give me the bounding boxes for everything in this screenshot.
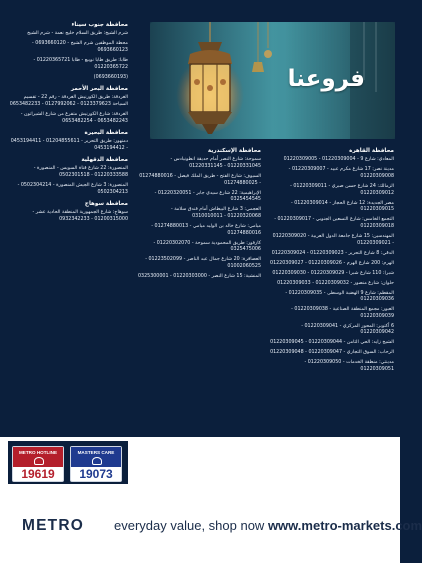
- branch-entry: [8, 210, 128, 223]
- branch-entry-text: محطة الموظفين شرم الشيخ - 0693660120 - 0693660123: [32, 41, 128, 54]
- branch-entry-text: طابا: طريق طابا نويبع - طابا 01220365721 - 01220365722: [33, 58, 128, 70]
- brand-row: [0, 516, 422, 536]
- region-heading: محافظة جنوب سيناء: [71, 22, 128, 28]
- branch-entry: [270, 350, 394, 357]
- branch-entry: [137, 224, 261, 237]
- branch-entry: [270, 271, 394, 278]
- branch-entry: [8, 41, 128, 54]
- branch-entry-text: 6 أكتوبر: المحور المركزي - 01220309041 - 01220309042: [301, 323, 394, 336]
- branch-entry: [8, 75, 128, 82]
- branch-entry: [270, 360, 394, 373]
- branch-entry-text: الإبراهيمية: 22 شارع سيدي جابر - 01220320051 - 0325454545: [154, 190, 261, 203]
- branch-entry-text: مدينتي: منطقة الخدمات - 01220309050 - 01220309051: [304, 360, 394, 372]
- branch-entry: [8, 139, 128, 152]
- branch-entry-text: الهرم: 200 شارع الهرم - 01220309026 - 01220309027: [270, 260, 394, 266]
- region-heading: محافظة سوهاج: [84, 200, 128, 207]
- branch-entry-text: سوهاج: شارع الجمهورية المنطقة الحادية عشر - 01200315000 - 0932342233: [32, 210, 128, 222]
- right-branch-column: [270, 148, 394, 377]
- branch-entry: [270, 291, 394, 304]
- branch-entry-text: مدينة نصر: 17 شارع مكرم عبيد - 01220309007 - 01220309008: [288, 167, 394, 180]
- branch-entry: [8, 112, 128, 125]
- branch-entry-text: المنشية: 15 شارع النصر - 01220303000 - 0325300001: [137, 273, 261, 279]
- branch-entry-text: العجمي: 3 شارع البيطاش أمام فندق سلامة - 01220320068 - 0310010011: [170, 207, 261, 219]
- branch-entry-text: التجمع الخامس: شارع التسعين الجنوبي - 01220309017 - 01220309018: [274, 217, 394, 229]
- branch-entry: [137, 241, 261, 254]
- branch-entry: [270, 157, 394, 164]
- branch-entry: [270, 167, 394, 180]
- branch-entry-text: المنصورة: 3 شارع الجيش المنصورة - 0502304214 - 0502304213: [17, 182, 128, 195]
- branch-entry-text: السيوف: شارع الفتح - طريق الملك فيصل - 01274880016 - 01274880025: [139, 174, 261, 186]
- hotline-area: [8, 441, 128, 484]
- branch-entry-text: سموحة: شارع النصر أمام حديقة انطونيادس - 01220331045 - 01220331145: [170, 157, 261, 170]
- branch-entry: [270, 324, 394, 337]
- left-branch-column: [8, 22, 128, 227]
- page-title: فروعنا: [287, 66, 365, 92]
- branch-entry: [270, 340, 394, 347]
- branch-entry-text: كارفور: طريق المحمودية سموحة - 01220302070 - 0325475006: [153, 240, 261, 253]
- branch-entry: [270, 281, 394, 288]
- branch-entry: [270, 307, 394, 320]
- region-heading: محافظة الإسكندرية: [207, 148, 261, 154]
- branch-entry-text: الغردقة: طريق الكورنيش الغردقة - رقم 22 - تقسيم السياحة 0123379623 - 0127992062 - 0653482233: [9, 95, 128, 107]
- branch-entry: [8, 95, 128, 108]
- hero-banner: [150, 22, 395, 139]
- tagline-text: everyday value, shop now: [114, 518, 268, 533]
- branch-entry-text: الغردقة: شارع الكورنيش متفرع من شارع الشيراتون - 0653482243 - 0653482254: [20, 111, 128, 124]
- metro-hotline-badge[interactable]: [12, 446, 64, 482]
- website-link[interactable]: www.metro-markets.com: [267, 518, 422, 533]
- branch-entry-text: شرم الشيخ: طريق السلام خليج نعمة - شرم الشيخ: [27, 31, 128, 37]
- branch-entry: [137, 257, 261, 270]
- branch-entry: [270, 251, 394, 258]
- branch-entry-text: المقطم: شارع 9 الهضبة الوسطى - 01220309035 - 01220309036: [285, 290, 394, 303]
- region-heading: محافظة القاهرة: [349, 148, 394, 154]
- branch-entry-text: دمنهور: طريق التحرير - 01204855611 - 0453194411 - 0453194412: [10, 139, 128, 151]
- metro-logo[interactable]: METRO: [22, 517, 84, 534]
- branch-entry-text: الدقي: 8 شارع التحرير - 01220309023 - 01220309024: [271, 250, 394, 256]
- branch-entry: [270, 184, 394, 197]
- branch-entry: [270, 217, 394, 230]
- branch-entry: [270, 261, 394, 268]
- care-hotline-label: MASTERS CARE: [77, 450, 115, 455]
- branch-entry: [270, 201, 394, 214]
- branch-entry: [8, 166, 128, 179]
- branch-entry: [137, 207, 261, 220]
- masters-care-hotline-badge[interactable]: [70, 446, 122, 482]
- branch-entry: [8, 31, 128, 38]
- branch-entry-text: الرحاب: السوق التجاري - 01220309047 - 01220309048: [270, 350, 394, 356]
- branch-entry-text: الزمالك: 24 شارع حسن صبري - 01220309011 - 01220309012: [290, 184, 394, 196]
- tagline: [114, 516, 422, 536]
- branch-entry: [8, 58, 128, 71]
- region-heading: محافظة البحر الأحمر: [70, 85, 128, 92]
- branch-entry-text: المهندسين: 15 شارع جامعة الدول العربية - 01220309020 - 01220309021: [272, 233, 394, 246]
- middle-branch-column: [137, 148, 261, 284]
- care-hotline-number: 19073: [79, 467, 113, 481]
- branch-entry-text: ميامي: شارع خالد بن الوليد ميامي - 01274880013 - 01274880016: [151, 223, 261, 236]
- branch-entry: [270, 234, 394, 247]
- region-heading: محافظة البحيرة: [84, 129, 128, 136]
- branch-entry-text: المنصورة: 22 شارع قناة السويس - المنصورة - 01220333588 - 0502301518: [33, 166, 128, 178]
- branch-entry: [137, 274, 261, 281]
- region-heading: محافظة الدقهلية: [81, 156, 128, 163]
- branch-entry-text: الشيخ زايد: الحي الثامن - 01220309044 - 01220309045: [270, 340, 394, 346]
- branch-entry-text: مصر الجديدة: 12 شارع الحجاز - 01220309014 - 01220309015: [290, 200, 394, 213]
- phone-icon: [34, 457, 44, 465]
- branch-entry-text: العبور: مجمع المنطقة الصناعية - 01220309038 - 01220309039: [291, 307, 394, 319]
- metro-hotline-number: 19619: [21, 467, 55, 481]
- heart-icon: [92, 457, 102, 465]
- branch-entry-text: حلوان: شارع منصور - 01220309032 - 01220309033: [277, 280, 394, 286]
- branch-entry-text: (0693660193): [93, 74, 128, 80]
- branch-entry: [8, 183, 128, 196]
- branch-entry-text: المعادي: شارع 9 - 01220309004 - 01220309005: [283, 157, 394, 163]
- branch-entry: [137, 191, 261, 204]
- branch-entry: [137, 174, 261, 187]
- metro-hotline-label: METRO HOTLINE: [18, 450, 58, 455]
- branch-entry: [137, 157, 261, 170]
- branch-entry-text: شبرا: 110 شارع شبرا - 01220309029 - 01220309030: [272, 270, 394, 276]
- branch-entry-text: العصافرة: 20 شارع جمال عبد الناصر - 01223502099 - 01002060525: [145, 257, 261, 269]
